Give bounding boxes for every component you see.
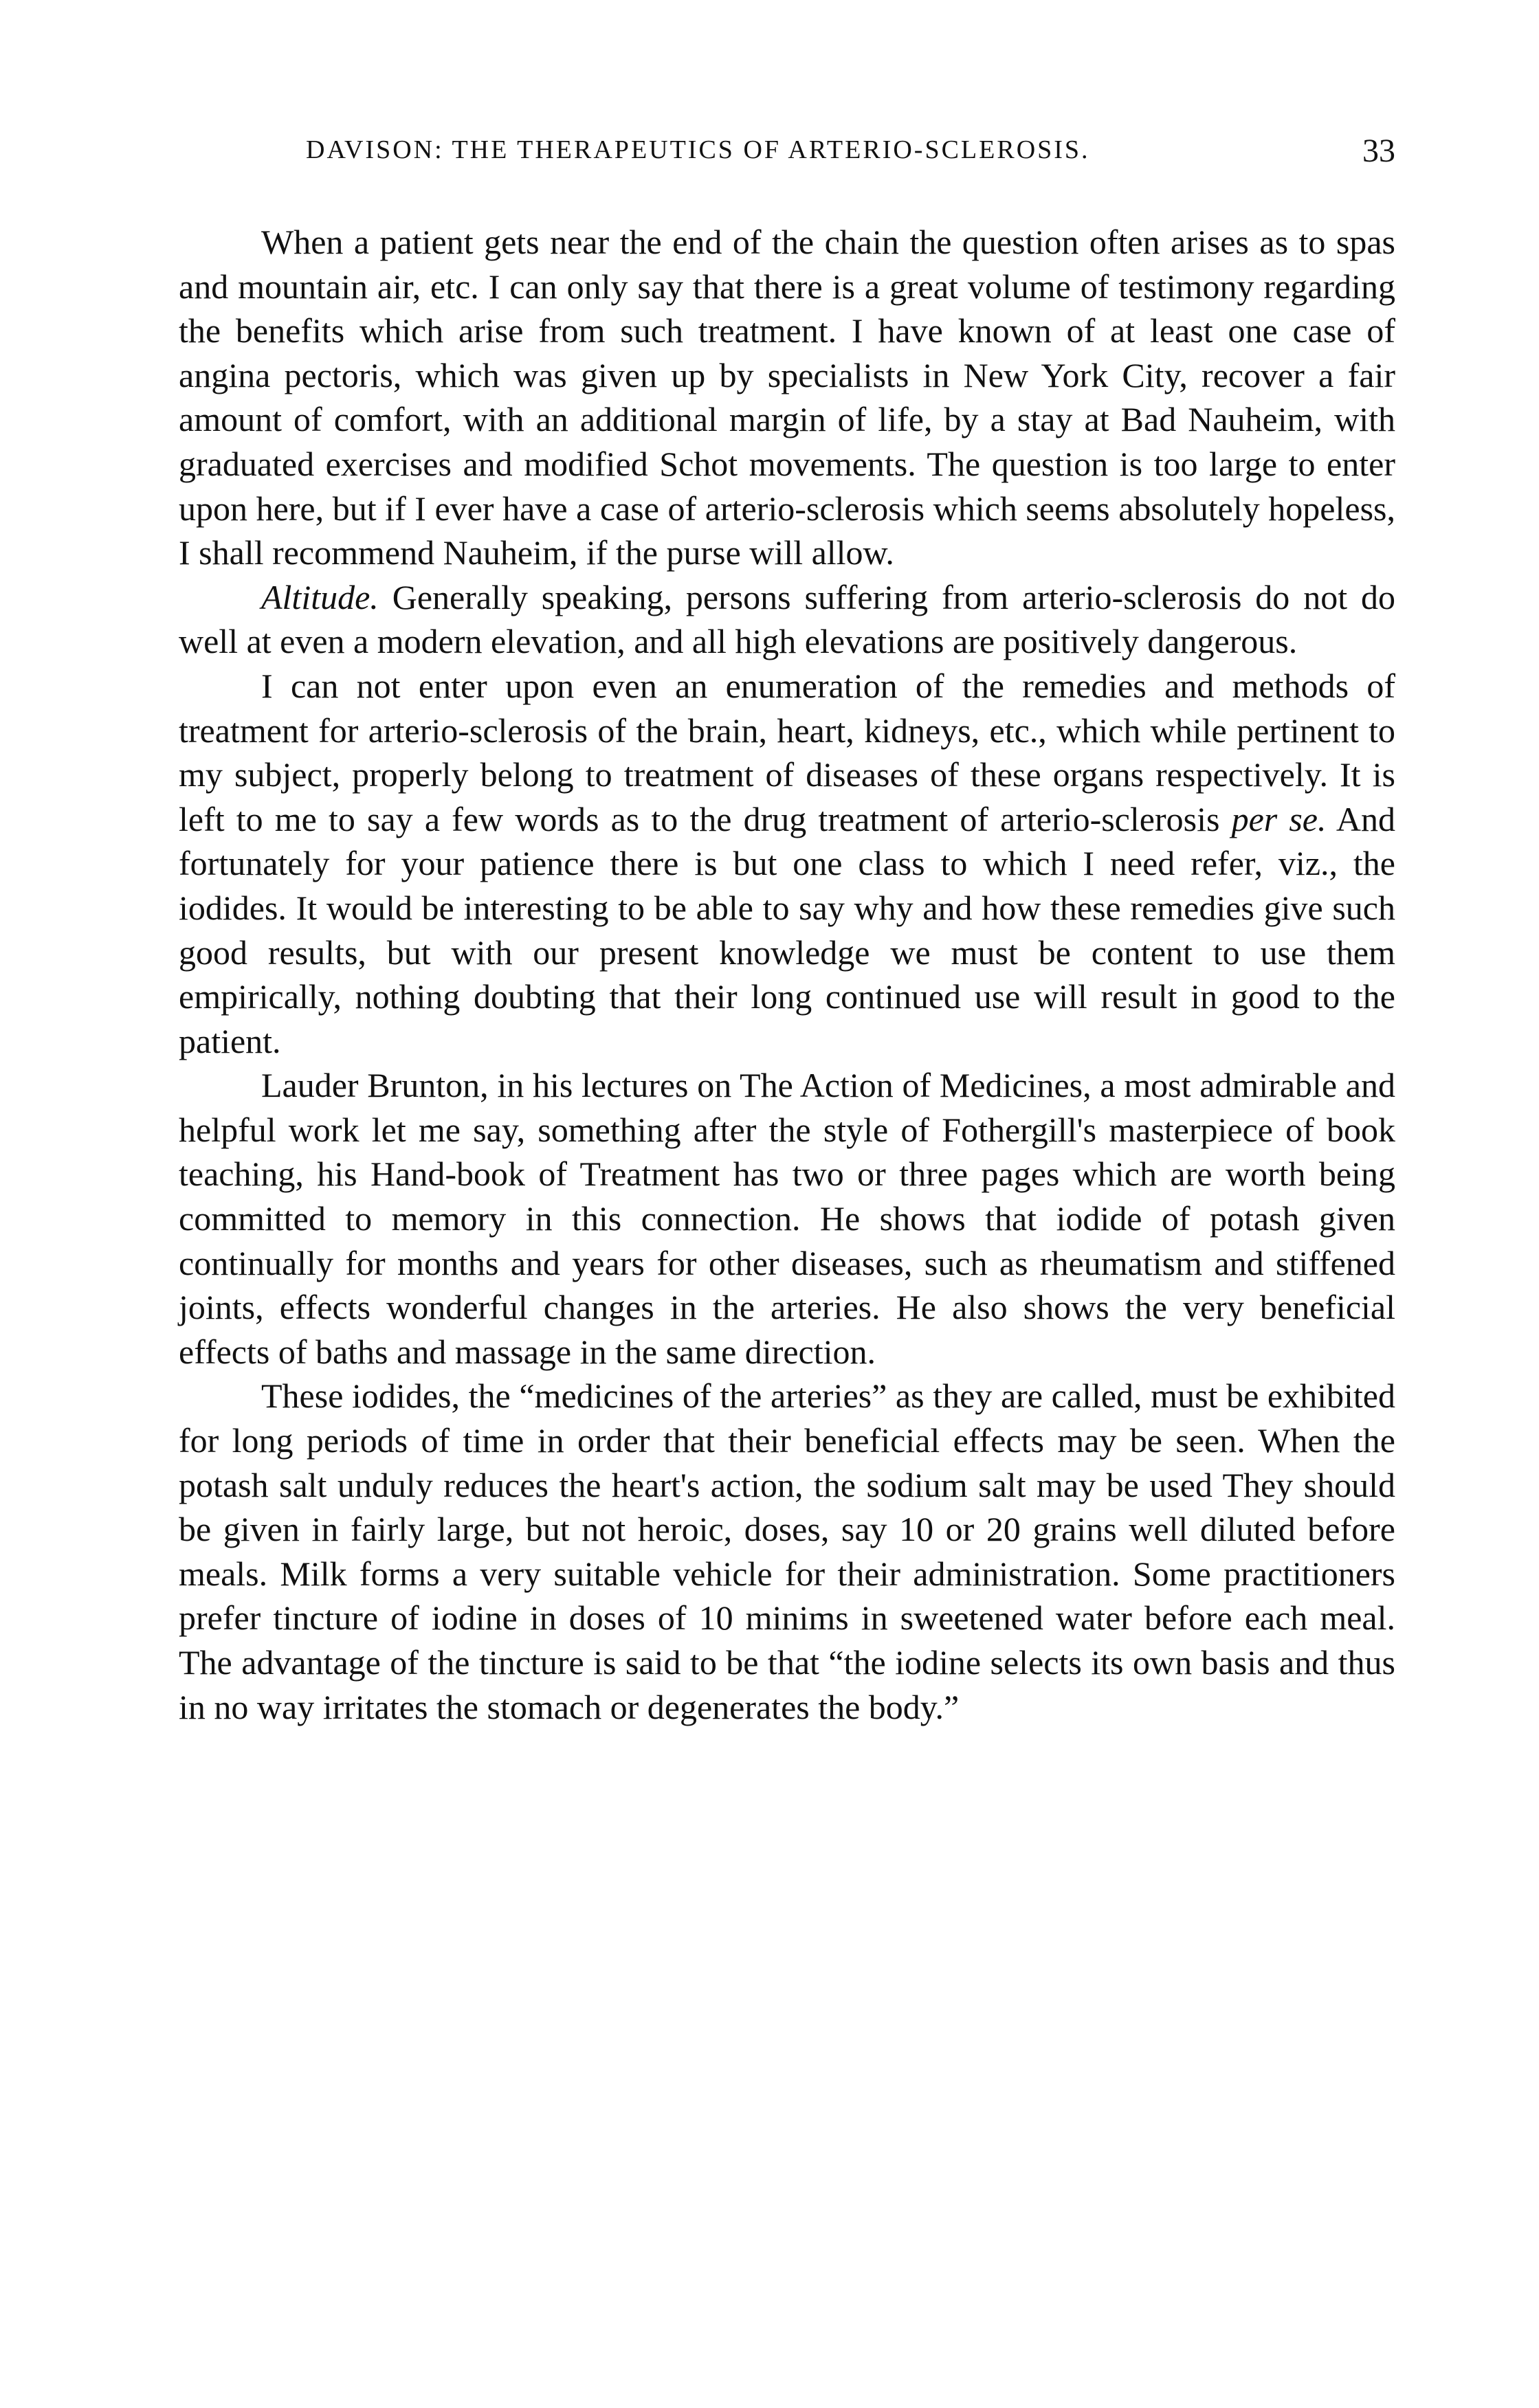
paragraph-spas: When a patient gets near the end of the chain the question often arises as to spas and mountain air, etc. I can only say that there is a great volume of testimony regarding the benefits which arise from such treatment. I have known of at least one case of angina pectoris, which was given up by specialists in New York City, recover a fair amount of comfort, with an additional margin of life, by a stay at Bad Nauheim, with graduated exercises and modified Schot movements. The question is too large to enter upon here, but if I ever have a case of arterio-sclerosis which seems absolutely hopeless, I shall recommend Nauheim, if the purse will allow. [179,223,1395,572]
page-header [306,135,1395,190]
drug-treatment-text-b: And fortunately for your patience there is but one class to which I need refer, viz., the iodides. It would be interesting to be able to say why and how these remedies give such good results, but with our present knowledge we must be content to use them empirically, nothing doubting that their long continued use will result in good to the patient. [179,799,1395,1060]
latin-per-se: per se. [1231,799,1327,838]
page-number: 33 [1362,133,1395,169]
running-head: DAVISON: THE THERAPEUTICS OF ARTERIO-SCLEROSIS. [306,135,1090,164]
altitude-text: Generally speaking, persons suffering from arterio-sclerosis do not do well at even a modern elevation, and all high elevations are positively dangerous. [179,577,1395,661]
paragraph-drug-treatment [179,664,1395,1063]
body-text [179,220,1395,1729]
paragraph-iodides: These iodides, the “medicines of the arteries” as they are called, must be exhibited for long periods of time in order that their beneficial effects may be seen. When the potash salt unduly reduces the heart's action, the sodium salt may be used They should be given in fairly large, but not heroic, doses, say 10 or 20 grains well diluted before meals. Milk forms a very suitable vehicle for their administration. Some practitioners prefer tincture of iodine in doses of 10 minims in sweetened water before each meal. The advantage of the tincture is said to be that “the iodine selects its own basis and thus in no way irritates the stomach or degenerates the body.” [179,1376,1395,1726]
drug-treatment-text-a: I can not enter upon even an enumeration of the remedies and methods of treatment for arterio-sclerosis of the brain, heart, kidneys, etc., which while pertinent to my subject, properly belong to treatment of diseases of these organs respectively. It is left to me to say a few words as to the drug treatment of arterio-sclerosis [179,666,1395,838]
paragraph-brunton: Lauder Brunton, in his lectures on The Action of Medicines, a most admirable and helpful work let me say, something after the style of Fothergill's masterpiece of book teaching, his Hand-book of Treatment has two or three pages which are worth being committed to memory in this connection. He shows that iodide of potash given continually for months and years for other diseases, such as rheumatism and stiffened joints, effects wonderful changes in the arteries. He also shows the very beneficial effects of baths and massage in the same direction. [179,1066,1395,1371]
altitude-heading: Altitude. [261,577,379,616]
paragraph-altitude [179,575,1395,664]
